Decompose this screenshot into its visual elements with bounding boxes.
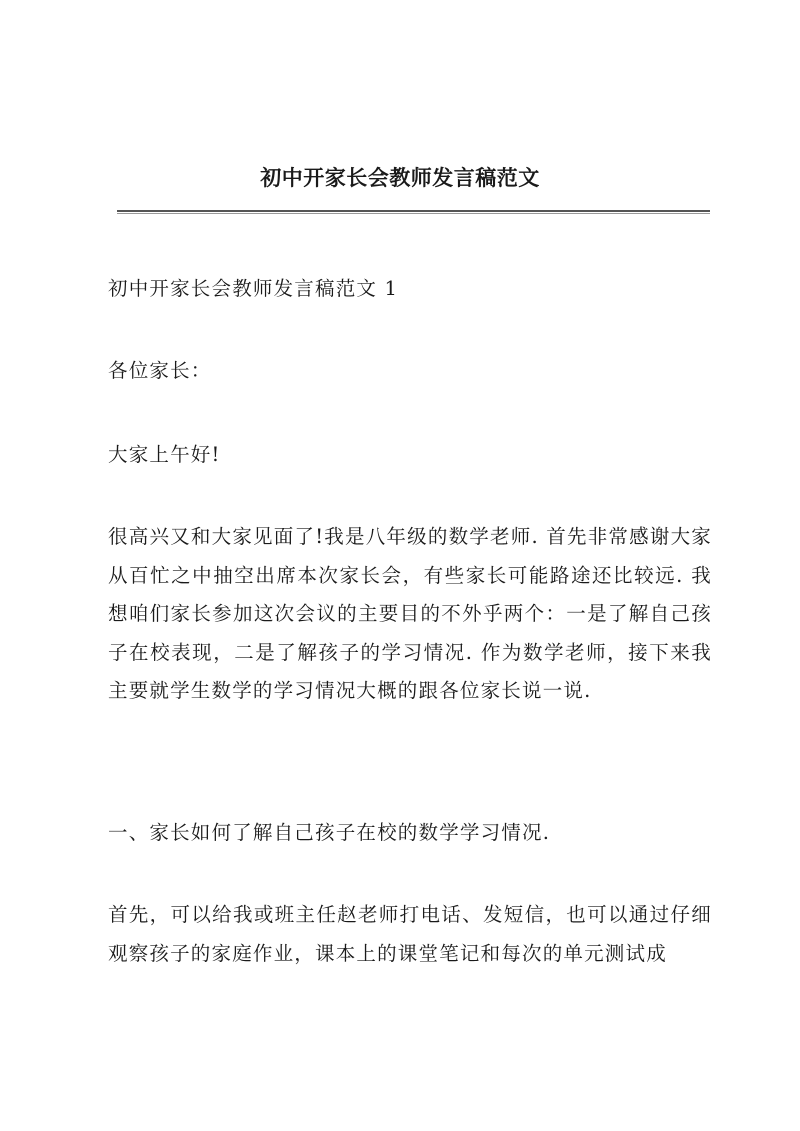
greeting: 大家上午好! bbox=[108, 443, 221, 466]
body-paragraph: 首先，可以给我或班主任赵老师打电话、发短信，也可以通过仔细观察孩子的家庭作业，课本上的课堂笔记和每次的单元测试成 bbox=[108, 903, 712, 965]
document-title: 初中开家长会教师发言稿范文 bbox=[260, 165, 540, 190]
salutation: 各位家长： bbox=[108, 359, 212, 382]
body-paragraph: 很高兴又和大家见面了!我是八年级的数学老师. 首先非常感谢大家从百忙之中抽空出席本次家长会，有些家长可能路途还比较远. 我想咱们家长参加这次会议的主要目的不外乎两个：一是了解自己孩子在校表现，二是了解孩子的学习情况. 作为数学老师，接下来我主要就学生数学的学习情况大概的跟各位家长说一说. bbox=[108, 525, 712, 702]
section-heading: 初中开家长会教师发言稿范文 1 bbox=[108, 277, 399, 300]
title-divider bbox=[117, 210, 710, 214]
subsection-heading: 一、家长如何了解自己孩子在校的数学学习情况. bbox=[108, 821, 551, 844]
